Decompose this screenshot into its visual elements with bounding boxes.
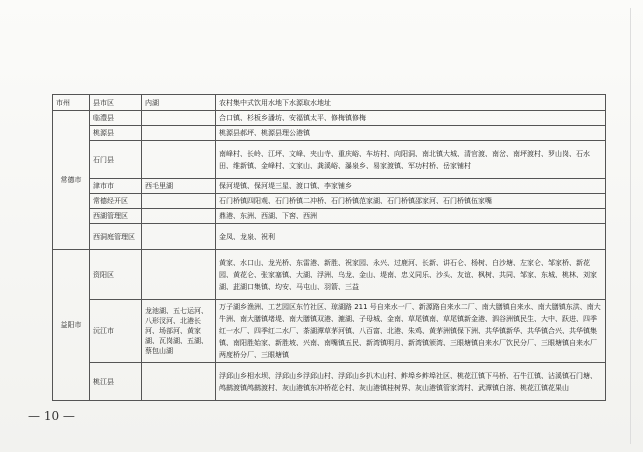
address-cell: 黄家、水口山、龙光桥、东雷港、新胜、祝家园、永兴、过鹿河、长新、讲石仑、杨树、白沙塘、左家仑、邹家桥、新花园、黄花仑、张家塞镇、大湖、浮洲、乌龙、金山、堤南、忠义同乐、沙头、友谊、枫树、共同、邹家、东城、桃林、刘家湖、茈湖口集镇、均安、马屯山、羽箭、三益	[216, 250, 606, 300]
county-cell: 石门县	[90, 141, 142, 179]
county-cell: 常德经开区	[90, 194, 142, 209]
address-cell: 合口镇、杉板乡潘坊、安福镇太平、修梅镇修梅	[216, 111, 606, 126]
lake-cell	[142, 363, 216, 401]
county-cell: 临澧县	[90, 111, 142, 126]
address-cell: 石门桥镇四阳观、石门桥镇二冲桥、石门桥镇范家湖、石门桥镇邵家河、石门桥镇伍家嘴	[216, 194, 606, 209]
address-cell: 桃源县郝坪、桃源县理公港镇	[216, 126, 606, 141]
table-row	[53, 126, 606, 141]
lake-cell	[142, 111, 216, 126]
city-cell: 常德市	[53, 111, 90, 250]
header-lake: 内湖	[142, 95, 216, 111]
county-cell: 桃源县	[90, 126, 142, 141]
address-cell: 南峰村、长岭、江坪、文峰、夹山寺、重庆峪、车坊村、向阳洞、南北镇大城、清官渡、南岔、南坪渡村、罗山岗、石水田、维新镇、金峰村、文家山、龚溪峪、瀑泉乡、易家渡镇、军功村桥、岳家铺村	[216, 141, 606, 179]
water-source-table	[52, 94, 606, 401]
address-cell: 浮邱山乡相水坝、浮邱山乡浮邱山村、浮邱山乡扒木山村、鲊埠乡鲊埠社区、桃花江镇下马桥、石牛江镇、沾溪镇石门塘、鸬鹚渡镇鸬鹚渡村、灰山港镇东冲桥花仑村、灰山港镇桂树界、灰山港镇管家湾村、武潭镇白溶、桃花江镇花果山	[216, 363, 606, 401]
table-header-row	[53, 95, 606, 111]
lake-cell	[142, 141, 216, 179]
header-city: 市州	[53, 95, 90, 111]
table-row	[53, 300, 606, 363]
county-cell: 桃江县	[90, 363, 142, 401]
lake-cell	[142, 250, 216, 300]
table-row	[53, 141, 606, 179]
table-row	[53, 194, 606, 209]
county-cell: 西湖管理区	[90, 209, 142, 224]
table-row	[53, 209, 606, 224]
header-address: 农村集中式饮用水地下水源取水地址	[216, 95, 606, 111]
lake-cell: 龙池湖、五七运河、八形汊河、北港长河、场部河、黄家湖、瓦岗湖、五湖、蔡包山湖	[142, 300, 216, 363]
address-cell: 保河堤镇、保河堤三星、渡口镇、李家铺乡	[216, 179, 606, 194]
lake-cell	[142, 126, 216, 141]
county-cell: 资阳区	[90, 250, 142, 300]
city-cell: 益阳市	[53, 250, 90, 401]
lake-cell: 西毛里湖	[142, 179, 216, 194]
table-row	[53, 363, 606, 401]
lake-cell	[142, 194, 216, 209]
table-row	[53, 179, 606, 194]
address-cell: 万子湖乡渔洲、工艺园区东竹社区、琼湖路 211 号自来水一厂、新源路自来水二厂、南大膳镇自来水、南大膳镇东洪、南大牛洲、南大膳镇堵堤、南大膳镇双港、漉湖、子母城、金南、草尾镇南、草尾镇新金港、泗谷洲镇民生、大中、跃进、四季红一水厂、四季红二水厂、茶湖潭草茅河镇、八百富、北港、朱鸡、黄茅洲镇保下洲、共华镇新华、共华镇合兴、共华镇集镇、南阳胜始家、新胜坡、兴南、南嘴镇五民、新湾镇明月、新湾镇颁湾、三眼塘镇自来水厂饮民分厂、三眼塘镇自来水厂两度桥分厂、三眼塘镇	[216, 300, 606, 363]
lake-cell	[142, 224, 216, 250]
page-number: — 10 —	[28, 409, 75, 423]
table-row	[53, 111, 606, 126]
county-cell: 沅江市	[90, 300, 142, 363]
page-edge-shadow	[630, 8, 637, 444]
address-cell: 金凤、龙泉、祝利	[216, 224, 606, 250]
lake-cell	[142, 209, 216, 224]
header-county: 县市区	[90, 95, 142, 111]
address-cell: 鼎港、东洲、西湖、下窖、西洲	[216, 209, 606, 224]
table-row	[53, 224, 606, 250]
county-cell: 西洞庭管理区	[90, 224, 142, 250]
table-row	[53, 250, 606, 300]
county-cell: 津市市	[90, 179, 142, 194]
